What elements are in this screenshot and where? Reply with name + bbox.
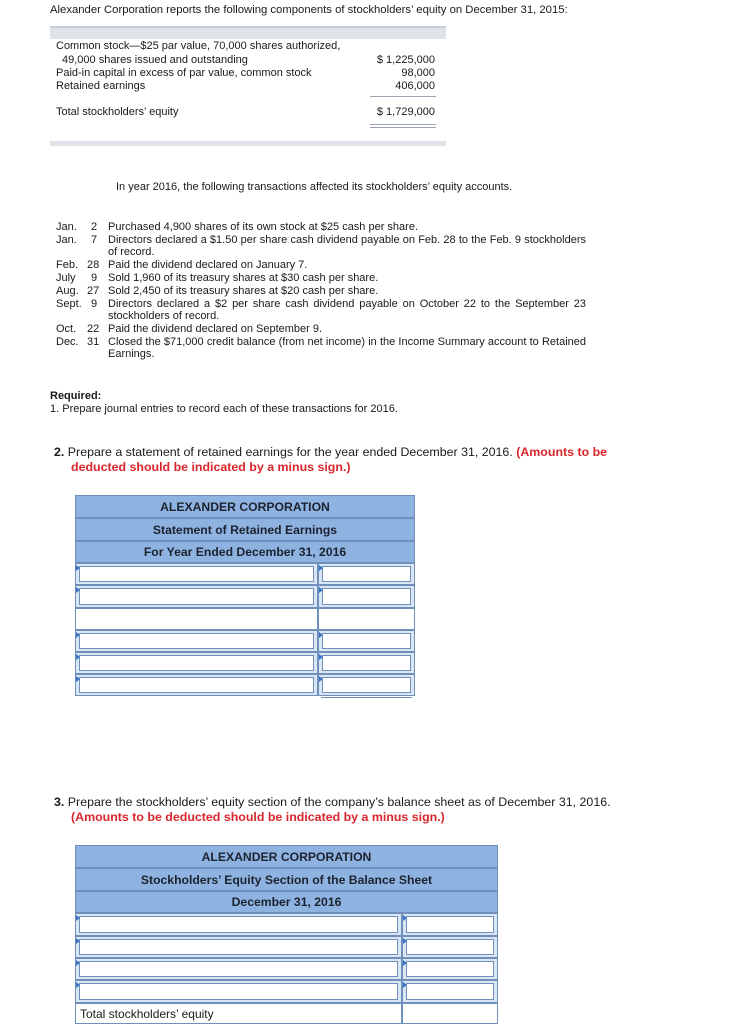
tx-month: Dec. [56,336,79,348]
q3-prompt [54,795,611,809]
q3-date: December 31, 2016 [75,891,498,913]
q3-row-amount-input[interactable] [402,958,498,980]
q3-row-amount-input[interactable] [402,980,498,1003]
q3-text: Prepare the stockholders’ equity section of the company’s balance sheet as of December 31, 2016. [67,795,611,809]
equity-line-value: 98,000 [401,67,435,79]
q2-row-amount-input[interactable] [318,630,415,652]
required-item-1: 1. Prepare journal entries to record each of these transactions for 2016. [50,403,398,415]
tx-day: 27 [87,285,100,297]
q3-statement-title: Stockholders’ Equity Section of the Balance Sheet [75,868,498,891]
tx-day: 9 [91,298,98,310]
tx-text: Directors declared a $1.50 per share cash dividend payable on Feb. 28 to the Feb. 9 stockholders of record. [108,234,586,258]
tx-month: Jan. [56,234,77,246]
q2-row-label-input[interactable] [75,652,318,674]
q2-period: For Year Ended December 31, 2016 [75,541,415,563]
equity-line-label: 49,000 shares issued and outstanding [62,54,248,66]
equity-line-value: 406,000 [395,80,435,92]
tx-text: Paid the dividend declared on January 7. [108,259,308,271]
q3-total-input[interactable] [402,1003,498,1024]
q3-row-amount-input[interactable] [402,936,498,958]
tx-month: July [56,272,76,284]
subtotal-rule [370,96,436,97]
tx-month: Jan. [56,221,77,233]
tx-text: Directors declared a $2 per share cash dividend payable on October 22 to the September 23 stockholders of record. [108,298,586,322]
tx-day: 2 [91,221,98,233]
q3-row-amount-input[interactable] [402,913,498,936]
tx-month: Oct. [56,323,77,335]
q2-number: 2. [54,445,65,459]
q2-row-label-input[interactable] [75,674,318,696]
tx-day: 9 [91,272,98,284]
equity-box-bottom-bar [50,141,446,146]
q3-total-label: Total stockholders’ equity [80,1007,214,1021]
q2-row-label-input[interactable] [75,585,318,608]
intro-text: Alexander Corporation reports the following components of stockholders’ equity on December 31, 2015: [50,4,568,16]
tx-month: Aug. [56,285,79,297]
tx-text: Sold 1,960 of its treasury shares at $30 cash per share. [108,272,379,284]
transactions-intro: In year 2016, the following transactions affected its stockholders’ equity accounts. [116,181,513,193]
tx-text: Purchased 4,900 shares of its own stock at $25 cash per share. [108,221,419,233]
q2-prompt [54,445,607,459]
q2-row-amount-input[interactable] [318,563,415,585]
equity-line-label: Retained earnings [56,80,146,92]
q3-row-label-input[interactable] [75,936,402,958]
q2-row-amount-input[interactable] [318,652,415,674]
q2-note-cont: deducted should be indicated by a minus sign.) [71,460,351,474]
q3-row-label-input[interactable] [75,980,402,1003]
tx-day: 31 [87,336,100,348]
q2-row-amount-input[interactable] [318,608,415,630]
tx-month: Sept. [56,298,82,310]
q3-note: (Amounts to be deducted should be indicated by a minus sign.) [71,810,445,824]
equity-box-top-rule [50,26,446,28]
tx-text: Paid the dividend declared on September 9. [108,323,323,335]
equity-line-label: Common stock—$25 par value, 70,000 shares authorized, [56,40,341,52]
q2-row-label-input[interactable] [75,608,318,630]
total-double-rule [370,127,436,128]
required-heading: Required: [50,390,102,402]
q3-row-label-input[interactable] [75,913,402,936]
q2-company-name: ALEXANDER CORPORATION [75,495,415,518]
equity-total-value: $ 1,729,000 [376,106,435,118]
equity-line-value: $ 1,225,000 [376,54,435,66]
q2-text: Prepare a statement of retained earnings for the year ended December 31, 2016. [67,445,513,459]
q2-double-underline [321,697,412,698]
q3-row-label-input[interactable] [75,958,402,980]
q3-number: 3. [54,795,65,809]
total-double-rule [370,124,436,125]
tx-day: 22 [87,323,100,335]
q2-row-label-input[interactable] [75,563,318,585]
tx-day: 28 [87,259,100,271]
q2-row-label-input[interactable] [75,630,318,652]
tx-text: Closed the $71,000 credit balance (from net income) in the Income Summary account to Retained Earnings. [108,336,586,360]
q2-row-amount-input[interactable] [318,585,415,608]
equity-total-label: Total stockholders’ equity [56,106,179,118]
tx-month: Feb. [56,259,79,271]
q3-total-row [75,1003,402,1024]
q3-company-name: ALEXANDER CORPORATION [75,845,498,868]
tx-day: 7 [91,234,98,246]
q2-note: (Amounts to be [516,445,608,459]
q2-statement-title: Statement of Retained Earnings [75,518,415,541]
equity-line-label: Paid-in capital in excess of par value, common stock [56,67,312,79]
tx-text: Sold 2,450 of its treasury shares at $20 cash per share. [108,285,379,297]
q2-total-input[interactable] [318,674,415,696]
